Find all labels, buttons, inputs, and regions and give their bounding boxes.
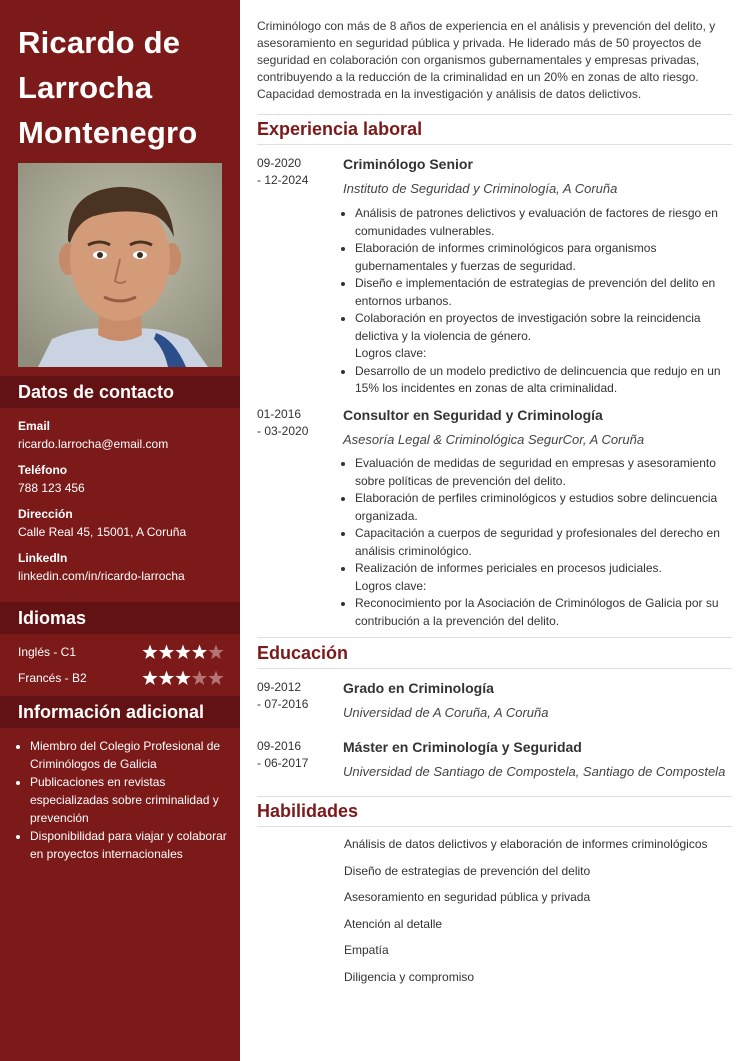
contact-phone	[18, 461, 233, 497]
profile-summary: Criminólogo con más de 8 años de experiencia en el análisis y prevención del delito, y asesoramiento en seguridad pública y privada. He liderado más de 50 proyectos de seguridad en colaboración con organismos gubernamentales y empresas privadas, contribuyendo a la reducción de la criminalidad en un 20% en zonas de alto riesgo. Capacidad demostrada en la investigación y análisis de datos delictivos.	[257, 19, 716, 101]
person-photo-icon	[18, 163, 222, 367]
additional-info-list	[18, 737, 236, 863]
star-filled-icon	[159, 671, 174, 685]
language-row	[18, 642, 224, 662]
star-filled-icon	[142, 645, 157, 659]
end-date: - 12-2024	[257, 173, 309, 187]
divider	[257, 826, 732, 827]
skill-item: Análisis de datos delictivos y elaboración de informes criminológicos	[344, 837, 708, 851]
language-name: Francés - B2	[18, 671, 87, 685]
contact-label: Email	[18, 419, 51, 433]
language-row	[18, 668, 224, 688]
start-date: 01-2016	[257, 407, 302, 421]
star-filled-icon	[159, 645, 174, 659]
star-filled-icon	[175, 645, 190, 659]
sidebar	[0, 0, 240, 1061]
job-duties	[343, 455, 747, 630]
start-date: 09-2016	[257, 739, 302, 753]
address-value: Calle Real 45, 15001, A Coruña	[18, 525, 187, 539]
star-filled-icon	[175, 671, 190, 685]
job-dates	[257, 155, 337, 189]
skill-item: Diligencia y compromiso	[344, 970, 475, 984]
job-dates	[257, 406, 337, 440]
contact-label: Dirección	[18, 507, 73, 521]
job-duties	[343, 205, 747, 398]
list-item: • Colaboración en proyectos de investigación sobre la reincidencia delictiva y la violencia de género.	[355, 310, 747, 345]
list-item: • Miembro del Colegio Profesional de Criminólogos de Galicia	[30, 737, 236, 773]
school-name: Universidad de A Coruña, A Coruña	[343, 705, 549, 720]
profile-photo	[18, 163, 222, 367]
additional-info-heading: Información adicional	[0, 696, 240, 728]
divider	[257, 637, 732, 638]
end-date: - 07-2016	[257, 697, 309, 711]
start-date: 09-2012	[257, 680, 302, 694]
list-item: • Elaboración de perfiles criminológicos y estudios sobre delincuencia organizada.	[355, 490, 747, 525]
list-item: • Análisis de patrones delictivos y evaluación de factores de riesgo en comunidades vulnerables.	[355, 205, 747, 240]
job-title: Consultor en Seguridad y Criminología	[343, 407, 603, 423]
divider	[257, 144, 732, 145]
list-item: • Disponibilidad para viajar y colaborar en proyectos internacionales	[30, 827, 236, 863]
start-date: 09-2020	[257, 156, 302, 170]
skill-item: Diseño de estrategias de prevención del delito	[344, 864, 591, 878]
star-filled-icon	[142, 671, 157, 685]
divider	[257, 796, 732, 797]
divider	[257, 668, 732, 669]
phone-value[interactable]: 788 123 456	[18, 481, 85, 495]
star-filled-icon	[192, 645, 207, 659]
skill-item: Empatía	[344, 943, 389, 957]
education-dates	[257, 679, 337, 713]
school-name: Universidad de Santiago de Compostela, Santiago de Compostela	[343, 764, 726, 779]
job-organization: Instituto de Seguridad y Criminología, A Coruña	[343, 181, 618, 196]
linkedin-value[interactable]: linkedin.com/in/ricardo-larrocha	[18, 569, 185, 583]
list-item: • Evaluación de medidas de seguridad en empresas y asesoramiento sobre políticas de prevención del delito.	[355, 455, 747, 490]
education-dates	[257, 738, 337, 772]
end-date: - 06-2017	[257, 756, 309, 770]
experience-heading: Experiencia laboral	[257, 119, 423, 139]
star-empty-icon	[192, 671, 207, 685]
list-item: • Desarrollo de un modelo predictivo de delincuencia que redujo en un 15% los incidentes en zonas de alta criminalidad.	[355, 363, 747, 398]
star-empty-icon	[208, 645, 223, 659]
candidate-name: Ricardo de Larrocha Montenegro	[18, 25, 198, 150]
degree-title: Grado en Criminología	[343, 680, 494, 696]
list-item: • Diseño e implementación de estrategias de prevención del delito en entornos urbanos.	[355, 275, 747, 310]
email-value[interactable]: ricardo.larrocha@email.com	[18, 437, 169, 451]
language-name: Inglés - C1	[18, 645, 77, 659]
rating-stars	[142, 669, 224, 687]
achievements-label: Logros clave:	[355, 578, 427, 593]
languages-heading: Idiomas	[0, 602, 240, 634]
list-item: • Reconocimiento por la Asociación de Criminólogos de Galicia por su contribución a la prevención del delito.	[355, 595, 747, 630]
skill-item: Atención al detalle	[344, 917, 443, 931]
contact-linkedin	[18, 549, 233, 585]
skills-heading: Habilidades	[257, 801, 359, 821]
education-heading: Educación	[257, 643, 349, 663]
contact-label: Teléfono	[18, 463, 68, 477]
skill-item: Asesoramiento en seguridad pública y privada	[344, 890, 591, 904]
contact-heading: Datos de contacto	[0, 376, 240, 408]
contact-label: LinkedIn	[18, 551, 68, 565]
degree-title: Máster en Criminología y Seguridad	[343, 739, 582, 755]
job-organization: Asesoría Legal & Criminológica SegurCor, A Coruña	[343, 432, 645, 447]
list-item: • Capacitación a cuerpos de seguridad y profesionales del derecho en análisis criminológico.	[355, 525, 747, 560]
list-item: • Realización de informes periciales en procesos judiciales.	[355, 560, 747, 578]
achievements-label: Logros clave:	[355, 346, 427, 360]
star-empty-icon	[208, 671, 223, 685]
rating-stars	[142, 643, 224, 661]
contact-email	[18, 417, 233, 453]
divider	[257, 114, 732, 115]
list-item: • Elaboración de informes criminológicos para organismos gubernamentales y fuerzas de seguridad.	[355, 240, 747, 275]
end-date: - 03-2020	[257, 424, 309, 438]
contact-address	[18, 505, 233, 541]
list-item: • Publicaciones en revistas especializadas sobre criminalidad y prevención	[30, 773, 236, 827]
job-title: Criminólogo Senior	[343, 156, 473, 172]
